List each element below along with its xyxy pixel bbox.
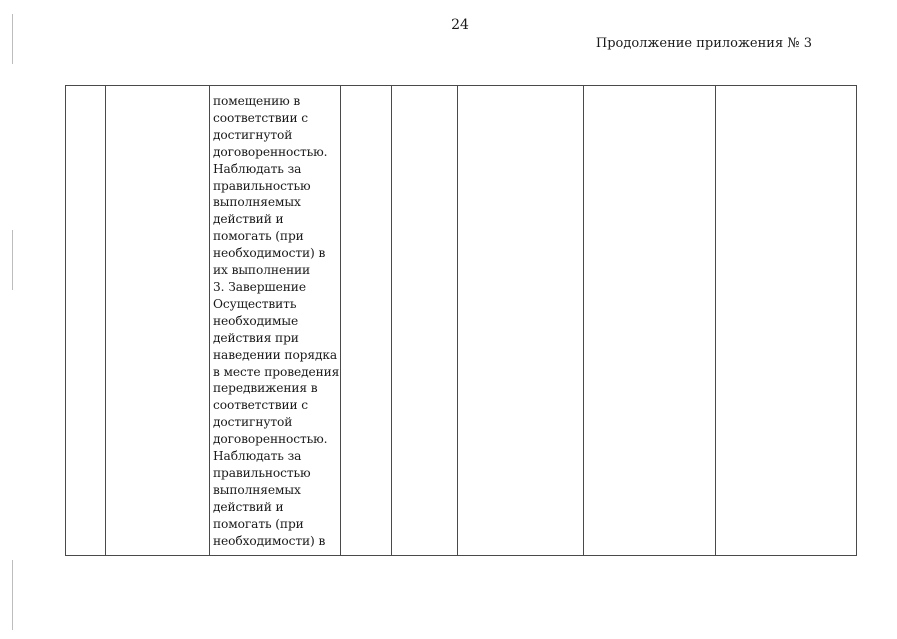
cell-text-line: правильностью [213,178,311,193]
table-row [66,86,857,556]
cell-text-line: необходимости) в [213,246,326,261]
cell-text-line: помогать (при [213,516,304,531]
cell-text-line: выполняемых [213,482,301,497]
continuation-table [65,85,857,556]
table-cell-col-7 [584,86,716,556]
table-cell-col-8 [716,86,857,556]
cell-text-line: помещению в [213,94,301,108]
cell-text-line: необходимости) в [213,533,326,548]
table-cell-col-5 [392,86,458,556]
cell-text-line: договоренностью. [213,144,328,159]
cell-text-line: их выполнении [213,263,311,278]
cell-text-line: соответствии с [213,398,309,413]
table-cell-description [210,86,341,556]
cell-text-line: 3. Завершение [213,279,306,294]
cell-text-line: передвижения в [213,381,318,396]
cell-text-line: договоренностью. [213,432,328,447]
cell-text-line: в месте проведения [213,364,340,379]
cell-text-line: достигнутой [213,127,293,142]
cell-text-line: Наблюдать за [213,161,302,176]
cell-text-line: действий и [213,499,284,514]
cell-text-line: необходимые [213,313,299,328]
margin-tick-top [12,14,13,64]
cell-text-line: помогать (при [213,229,304,244]
cell-text-line: действий и [213,212,284,227]
page-number: 24 [451,17,469,33]
cell-text-line: правильностью [213,465,311,480]
table-cell-col-1 [66,86,106,556]
table-cell-col-6 [458,86,584,556]
table-cell-col-4 [341,86,392,556]
continuation-heading: Продолжение приложения № 3 [595,36,812,51]
cell-text-line: Осуществить [213,296,297,311]
table-cell-col-2 [106,86,210,556]
cell-text-line: Наблюдать за [213,449,302,464]
margin-tick-bottom [12,560,13,630]
margin-tick-middle [12,230,13,290]
cell-text-line: соответствии с [213,110,309,125]
cell-text-line: выполняемых [213,195,301,210]
cell-text-line: действия при [213,330,299,345]
cell-text-line: достигнутой [213,415,293,430]
cell-text-line: наведении порядка [213,347,338,362]
